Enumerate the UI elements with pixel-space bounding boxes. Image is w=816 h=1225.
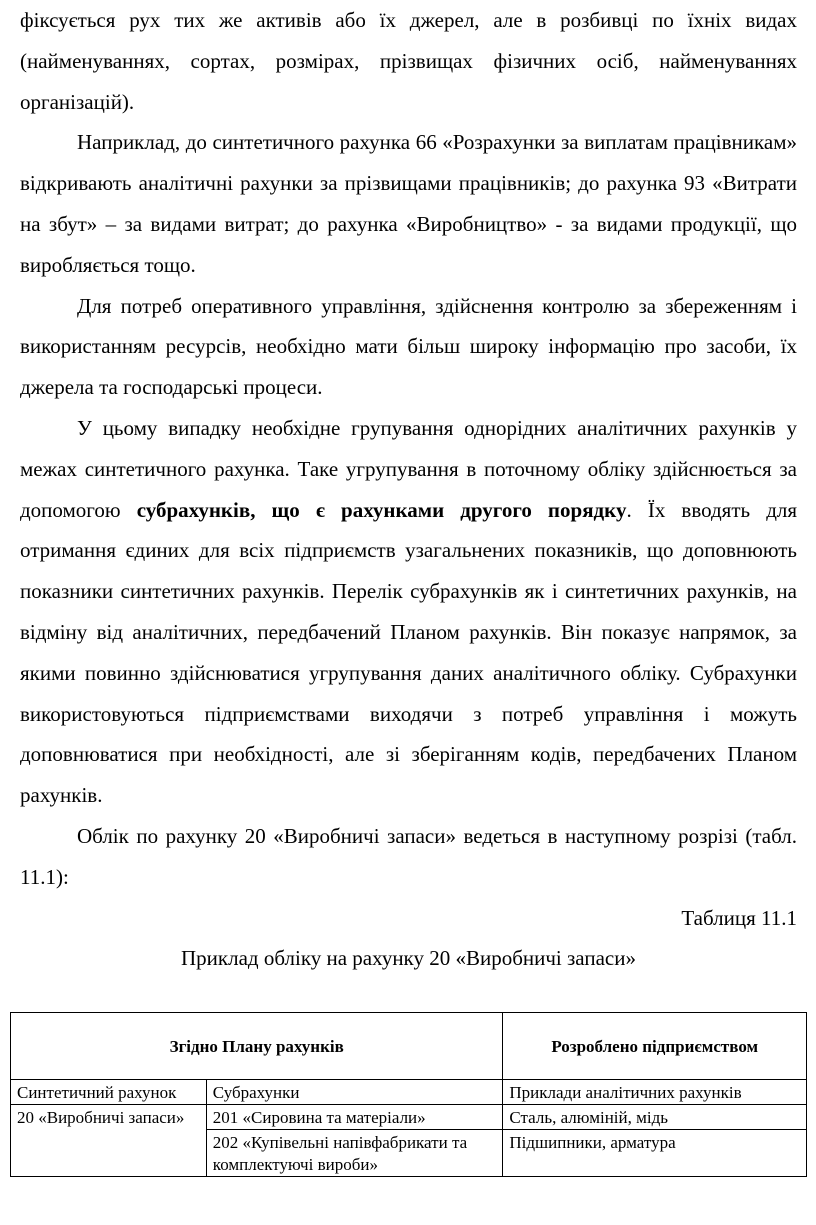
col-subaccounts: Субрахунки [206,1080,503,1105]
paragraph-2: Наприклад, до синтетичного рахунка 66 «Розрахунки за виплатам працівникам» відкривають аналітичні рахунки за прізвищами працівників; до рахунка 93 «Витрати на збут» – за видами витрат; до рахунка «Виробництво» - за видами продукції, що виробляється тощо. [20,130,797,277]
table-number: Таблиця 11.1 [681,905,797,930]
cell-subaccount: 202 «Купівельні напівфабрикати та комплектуючі вироби» [206,1130,503,1177]
document-page [20,0,797,978]
paragraph-4 [20,408,797,816]
paragraph-3: Для потреб оперативного управління, здійснення контролю за збереженням і використанням ресурсів, необхідно мати більш широку інформацію про засоби, їх джерела та господарські процеси. [20,293,797,400]
col-analytic-examples: Приклади аналітичних рахунків [503,1080,807,1105]
header-enterprise: Розроблено підприємством [503,1013,807,1080]
table-header-row [11,1013,807,1080]
paragraph-4-bold-term: субрахунків, що є рахунками другого порядку [136,497,627,522]
paragraph-4-start: У цьому випадку необхідне групування однорідних аналітичних рахунків у межах синтетичного рахунка. Таке угрупування в поточному обліку здійснюється за допомогою [20,415,797,522]
col-synthetic-account: Синтетичний рахунок [11,1080,207,1105]
table-subheader-row [11,1080,807,1105]
accounts-table [10,1012,807,1177]
cell-subaccount: 201 «Сировина та матеріали» [206,1105,503,1130]
cell-examples: Підшипники, арматура [503,1130,807,1177]
table-title: Приклад обліку на рахунку 20 «Виробничі запаси» [181,945,636,970]
paragraph-1: фіксується рух тих же активів або їх джерел, але в розбивці по їхніх видах (найменуваннях, сортах, розмірах, прізвищах фізичних осіб, найменуваннях організацій). [20,8,797,114]
paragraph-5: Облік по рахунку 20 «Виробничі запаси» ведеться в наступному розрізі (табл. 11.1): [20,823,797,889]
table-row [11,1105,807,1130]
cell-examples: Сталь, алюміній, мідь [503,1105,807,1130]
header-plan-accounts: Згідно Плану рахунків [11,1013,503,1080]
cell-account: 20 «Виробничі запаси» [11,1105,207,1177]
paragraph-4-end: . Їх вводять для отримання єдиних для всіх підприємств узагальнених показників, що доповнюють показники синтетичних рахунків. Перелік субрахунків як і синтетичних рахунків, на відміну від аналітичних, передбачений Планом рахунків. Він показує напрямок, за якими повинно здійснюватися угрупування даних аналітичного обліку. Субрахунки використовуються підприємствами виходячи з потреб управління і можуть доповнюватися при необхідності, але зі зберіганням кодів, передбачених Планом рахунків. [20,497,798,808]
